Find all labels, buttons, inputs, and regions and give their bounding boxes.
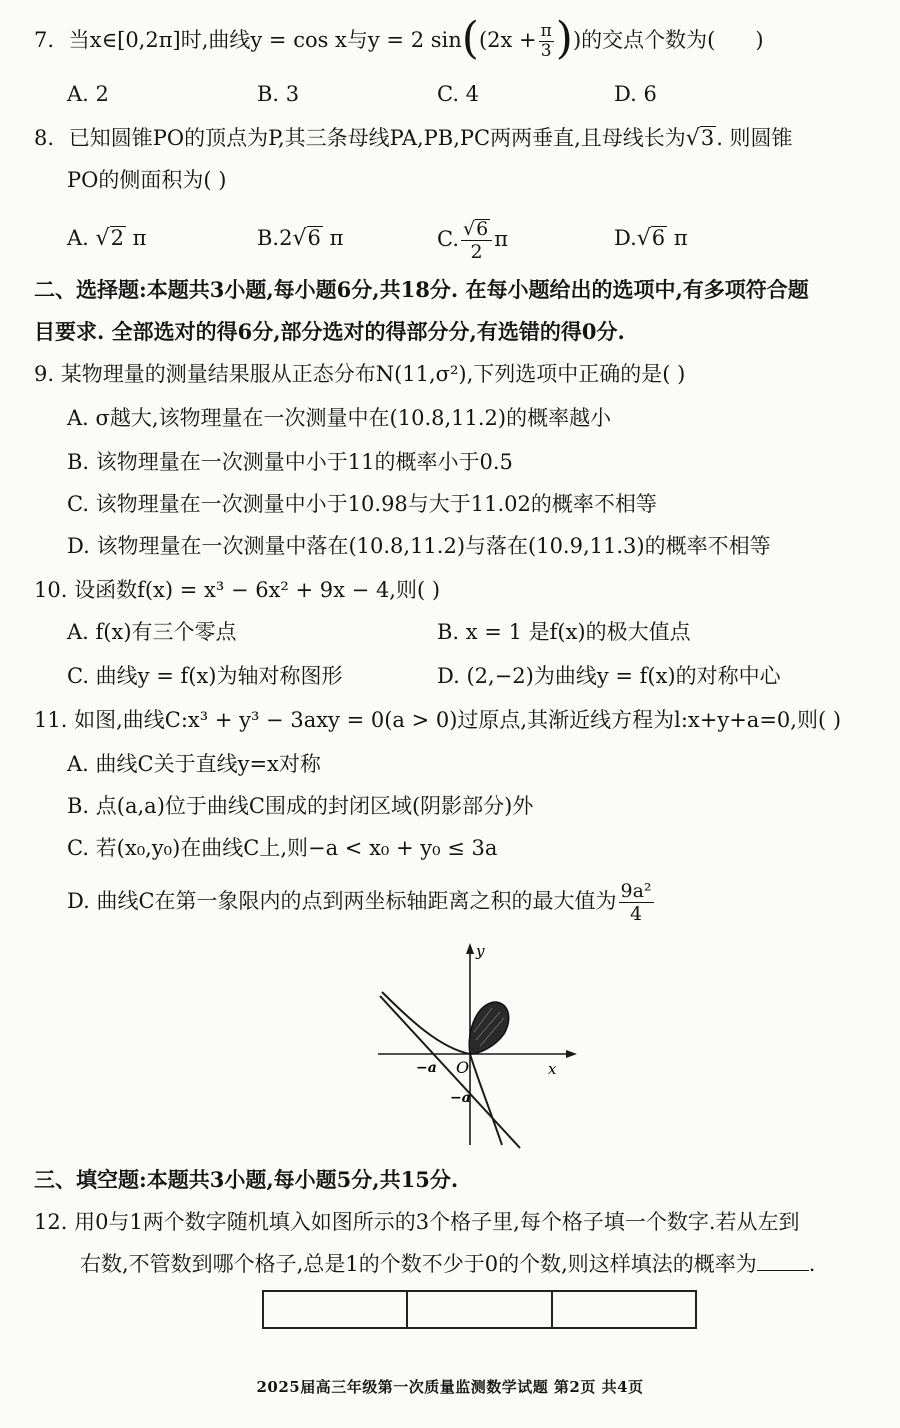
- q7-stem: 7. 当x∈[0,2π]时,曲线y = cos x与y = 2 sin((2x + $\frac{\pi}{3}$ ))的交点个数为( ): [34, 13, 764, 64]
- q7-option-d: D. 6: [614, 82, 657, 106]
- curve-loop-shaded: [469, 1002, 508, 1054]
- page-footer: 2025届高三年级第一次质量监测数学试题 第2页 共4页: [256, 1378, 644, 1396]
- q11-option-b: B. 点(a,a)位于曲线C围成的封闭区域(阴影部分)外: [67, 794, 534, 818]
- q11-figure: [370, 940, 590, 1155]
- section2-header-line1: 二、选择题:本题共3小题,每小题6分,共18分. 在每小题给出的选项中,有多项符合题: [34, 277, 809, 302]
- q9-stem: 9. 某物理量的测量结果服从正态分布N(11,σ²),下列选项中正确的是( ): [34, 362, 686, 386]
- q7-option-a: A. 2: [67, 82, 109, 106]
- q10-option-d: D. (2,−2)为曲线y = f(x)的对称中心: [437, 664, 781, 688]
- q9-option-a: A. σ越大,该物理量在一次测量中在(10.8,11.2)的概率越小: [67, 406, 612, 430]
- q7-option-b: B. 3: [257, 82, 300, 106]
- q11-stem: 11. 如图,曲线C:x³ + y³ − 3axy = 0(a > 0)过原点,其渐近线方程为l:x+y+a=0,则( ): [34, 708, 842, 732]
- answer-blank[interactable]: [757, 1250, 809, 1271]
- q8-option-b: B.2√6 π: [257, 226, 344, 251]
- label-x: x: [548, 1060, 557, 1078]
- q8-stem-line1: 8. 已知圆锥PO的顶点为P,其三条母线PA,PB,PC两两垂直,且母线长为√3. 则圆锥: [34, 126, 793, 151]
- q8-option-a: A. √2 π: [67, 226, 147, 251]
- q7-fraction: $\frac{\pi}{3}$: [540, 21, 552, 61]
- three-cell-grid: [262, 1290, 697, 1329]
- q12-stem-line2: 右数,不管数到哪个格子,总是1的个数不少于0的个数,则这样填法的概率为 .: [80, 1252, 816, 1276]
- label-neg-a-y: −a: [450, 1090, 471, 1106]
- grid-cell-1: [264, 1292, 408, 1327]
- q8-option-c: C. $\frac{√6}{2}$ π: [437, 218, 509, 263]
- q7-option-c: C. 4: [437, 82, 480, 106]
- section2-header-line2: 目要求. 全部选对的得6分,部分选对的得部分分,有选错的得0分.: [34, 319, 625, 344]
- label-neg-a-x: −a: [416, 1060, 437, 1076]
- x-axis-arrow-icon: [566, 1050, 577, 1058]
- grid-cell-3: [553, 1292, 695, 1327]
- q9-option-b: B. 该物理量在一次测量中小于11的概率小于0.5: [67, 450, 513, 474]
- label-origin: O: [456, 1058, 470, 1077]
- q11-option-d: D. 曲线C在第一象限内的点到两坐标轴距离之积的最大值为 $\frac{\text{9a²}}{4}$: [67, 880, 652, 925]
- q8-option-d: D.√6 π: [614, 226, 688, 251]
- label-y: y: [476, 942, 485, 960]
- section3-header: 三、填空题:本题共3小题,每小题5分,共15分.: [34, 1167, 459, 1192]
- q9-option-c: C. 该物理量在一次测量中小于10.98与大于11.02的概率不相等: [67, 492, 657, 516]
- q11-option-a: A. 曲线C关于直线y=x对称: [67, 752, 321, 776]
- y-axis-arrow-icon: [466, 943, 474, 954]
- q11-option-c: C. 若(x₀,y₀)在曲线C上,则−a < x₀ + y₀ ≤ 3a: [67, 836, 498, 860]
- q10-option-a: A. f(x)有三个零点: [67, 620, 237, 644]
- q10-option-c: C. 曲线y = f(x)为轴对称图形: [67, 664, 343, 688]
- q10-stem: 10. 设函数f(x) = x³ − 6x² + 9x − 4,则( ): [34, 578, 441, 602]
- q9-option-d: D. 该物理量在一次测量中落在(10.8,11.2)与落在(10.9,11.3)的概率不相等: [67, 534, 771, 558]
- grid-cell-2: [408, 1292, 552, 1327]
- q10-option-b: B. x = 1 是f(x)的极大值点: [437, 620, 691, 644]
- q12-stem-line1: 12. 用0与1两个数字随机填入如图所示的3个格子里,每个格子填一个数字.若从左到: [34, 1210, 800, 1234]
- q8-stem-line2: PO的侧面积为( ): [67, 168, 227, 192]
